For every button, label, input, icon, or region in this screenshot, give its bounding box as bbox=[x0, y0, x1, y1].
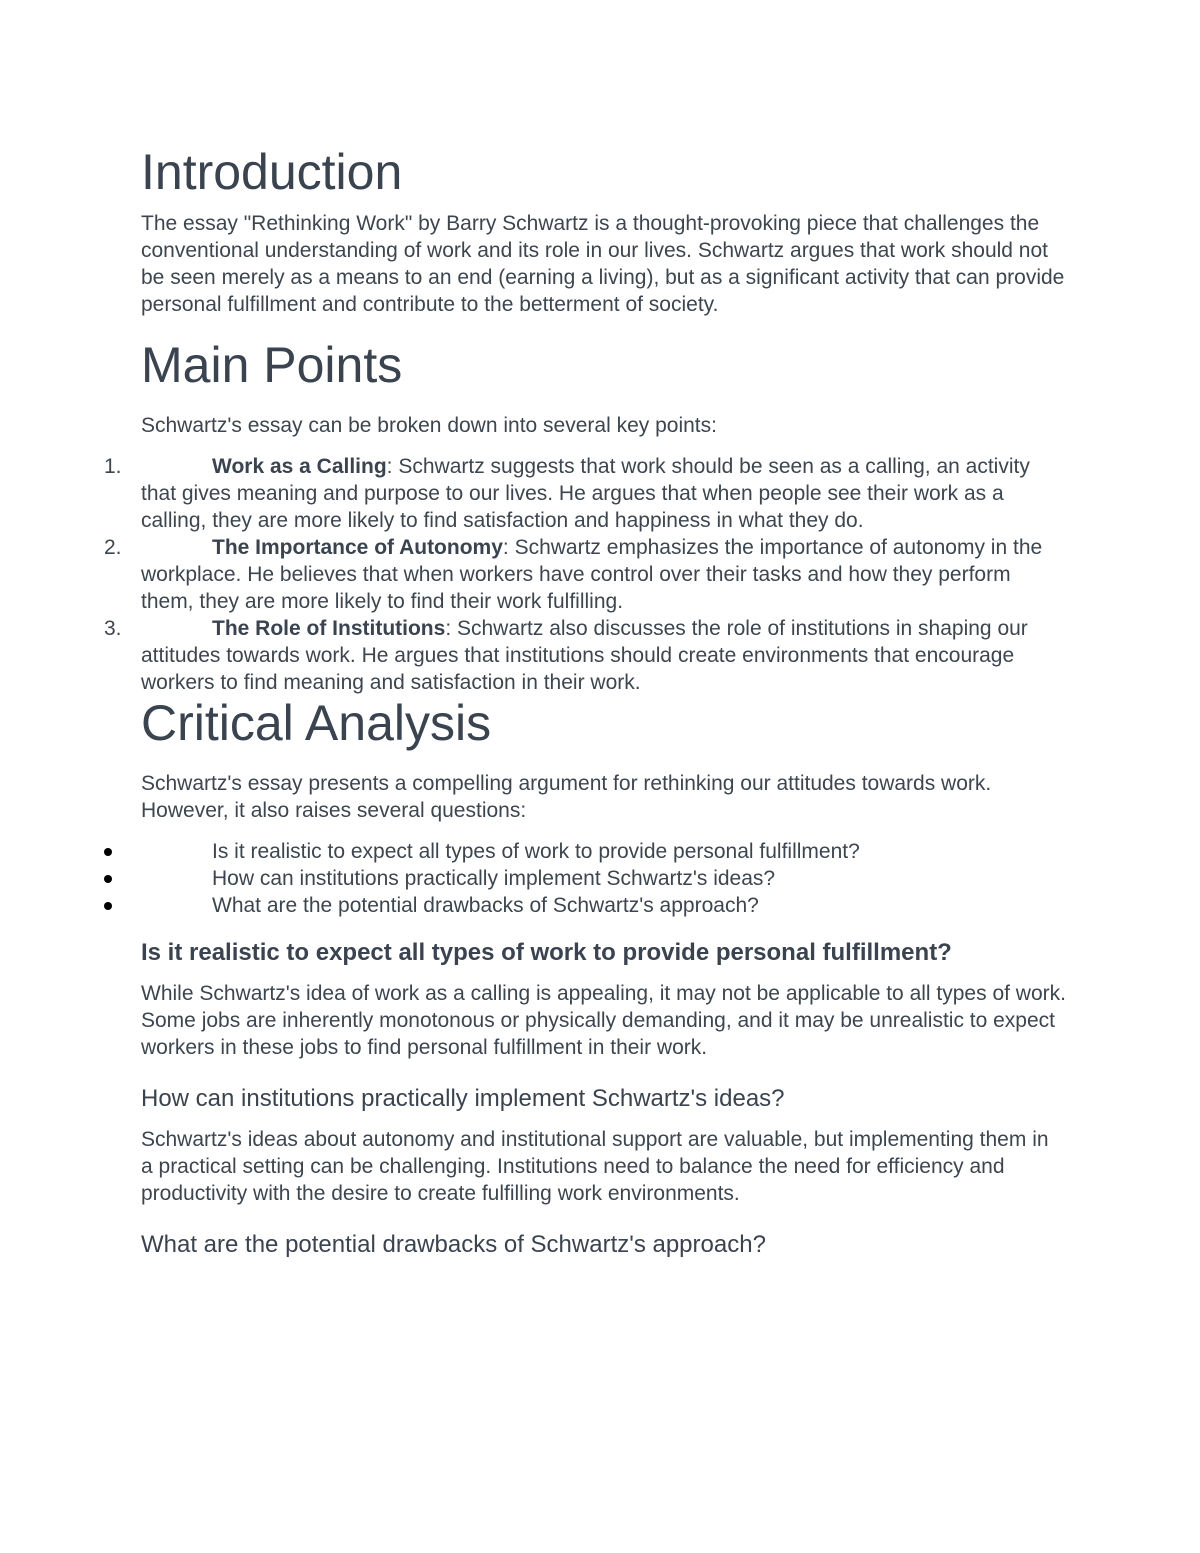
main-points-list bbox=[104, 453, 1066, 696]
realistic-paragraph: While Schwartz's idea of work as a calling is appealing, it may not be applicable to all types of work. Some jobs are inherently monotonous or physically demanding, and it may be unrealistic to expect workers in these jobs to find personal fulfillment in their work. bbox=[141, 982, 1066, 1059]
bullet-icon bbox=[104, 848, 112, 856]
subheading-institutions: How can institutions practically implement Schwartz's ideas? bbox=[141, 1085, 785, 1112]
list-item-title: The Importance of Autonomy bbox=[212, 536, 503, 559]
subheading-realistic: Is it realistic to expect all types of work to provide personal fulfillment? bbox=[141, 939, 952, 966]
institutions-paragraph: Schwartz's ideas about autonomy and institutional support are valuable, but implementing them in a practical setting can be challenging. Institutions need to balance the need for efficiency and productivity with the desire to create fulfilling work environments. bbox=[141, 1128, 1049, 1205]
heading-main-points: Main Points bbox=[141, 337, 403, 393]
list-item bbox=[104, 615, 1066, 696]
question-text: What are the potential drawbacks of Schwartz's approach? bbox=[212, 894, 759, 917]
bullet-icon bbox=[104, 875, 112, 883]
heading-critical-analysis: Critical Analysis bbox=[141, 695, 492, 751]
list-item-text: : Schwartz suggests that work should be seen as a calling, an activity that gives meaning and purpose to our lives. He argues that when people see their work as a calling, they are more likely to find satisfaction and happiness in what they do. bbox=[141, 455, 1030, 532]
main-points-intro: Schwartz's essay can be broken down into several key points: bbox=[141, 414, 717, 437]
list-number: 3. bbox=[104, 617, 122, 640]
list-item-title: The Role of Institutions bbox=[212, 617, 446, 640]
list-item bbox=[141, 865, 1066, 892]
list-number: 2. bbox=[104, 536, 122, 559]
question-text: Is it realistic to expect all types of work to provide personal fulfillment? bbox=[212, 840, 860, 863]
list-number: 1. bbox=[104, 455, 122, 478]
questions-list bbox=[141, 838, 1066, 919]
list-item bbox=[141, 838, 1066, 865]
critical-analysis-intro: Schwartz's essay presents a compelling argument for rethinking our attitudes towards work. However, it also raises several questions: bbox=[141, 772, 992, 822]
list-item bbox=[104, 453, 1066, 534]
document-page bbox=[104, 140, 1066, 1260]
bullet-icon bbox=[104, 902, 112, 910]
subheading-drawbacks: What are the potential drawbacks of Schwartz's approach? bbox=[141, 1231, 766, 1258]
question-text: How can institutions practically implement Schwartz's ideas? bbox=[212, 867, 776, 890]
introduction-paragraph: The essay "Rethinking Work" by Barry Schwartz is a thought-provoking piece that challenges the conventional understanding of work and its role in our lives. Schwartz argues that work should not be seen merely as a means to an end (earning a living), but as a significant activity that can provide personal fulfillment and contribute to the betterment of society. bbox=[141, 212, 1065, 316]
heading-introduction: Introduction bbox=[141, 144, 403, 200]
list-item-text: : Schwartz emphasizes the importance of autonomy in the workplace. He believes that when workers have control over their tasks and how they perform them, they are more likely to find their work fulfilling. bbox=[141, 536, 1043, 613]
list-item bbox=[104, 534, 1066, 615]
list-item bbox=[141, 892, 1066, 919]
list-item-text: : Schwartz also discusses the role of institutions in shaping our attitudes towards work. He argues that institutions should create environments that encourage workers to find meaning and satisfaction in their work. bbox=[141, 617, 1028, 694]
list-item-title: Work as a Calling bbox=[212, 455, 387, 478]
